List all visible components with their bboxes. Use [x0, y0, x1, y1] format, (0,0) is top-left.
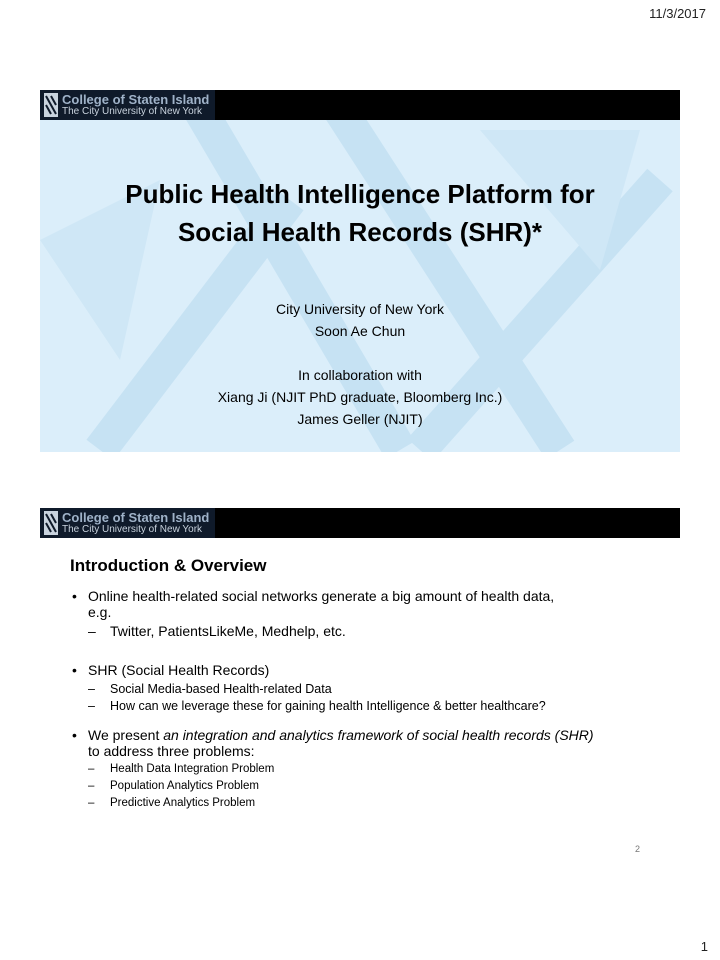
dash: – — [88, 682, 95, 696]
title-line2: Social Health Records (SHR)* — [177, 217, 543, 247]
bullet-item — [70, 727, 670, 759]
sub-bullet — [70, 698, 670, 715]
csi-logo-icon — [44, 93, 58, 117]
bullet3-text-cont: to address three problems: — [88, 743, 255, 759]
sub-bullet-text: Twitter, PatientsLikeMe, Medhelp, etc. — [110, 623, 346, 639]
bullet-item — [70, 662, 670, 678]
collaborator-1: Xiang Ji (NJIT PhD graduate, Bloomberg Inc.) — [217, 389, 503, 405]
csi-logo-icon — [44, 511, 58, 535]
affiliation: City University of New York — [275, 301, 445, 317]
bullet2-text: SHR (Social Health Records) — [88, 662, 270, 678]
logo-line1: College of Staten Island — [62, 510, 210, 525]
section-title: Introduction & Overview — [70, 556, 267, 575]
title-slide — [40, 90, 680, 452]
sub-bullet — [70, 778, 670, 795]
logo — [40, 508, 215, 538]
dash: – — [88, 623, 96, 639]
author-block — [40, 298, 680, 430]
sub-bullet — [70, 761, 670, 778]
sub-bullet-text: Predictive Analytics Problem — [110, 797, 256, 809]
dash: – — [88, 763, 95, 775]
logo — [40, 90, 215, 120]
sub-bullet — [70, 795, 670, 812]
sub-bullet-text: Social Media-based Health-related Data — [110, 682, 332, 696]
sub-bullet-text: Health Data Integration Problem — [110, 763, 275, 775]
collaboration-label: In collaboration with — [298, 367, 422, 383]
logo-line1: College of Staten Island — [62, 92, 210, 107]
logo-line2: The City University of New York — [62, 106, 203, 117]
bullet3-prefix: We present — [88, 727, 164, 743]
page-number: 1 — [700, 939, 708, 954]
slide-title — [40, 175, 680, 251]
bullet1-text-cont: e.g. — [88, 604, 112, 620]
sub-bullet — [70, 681, 670, 698]
logo-banner — [40, 508, 680, 538]
bullet-list — [70, 588, 670, 812]
slide-number: 2 — [634, 844, 640, 854]
title-line1: Public Health Intelligence Platform for — [125, 179, 595, 209]
sub-bullet — [70, 623, 670, 640]
collaborator-2: James Geller (NJIT) — [297, 411, 423, 427]
dash: – — [88, 699, 95, 713]
header-date: 11/3/2017 — [649, 6, 706, 21]
bullet-item — [70, 588, 670, 620]
sub-bullet-text: Population Analytics Problem — [110, 780, 259, 792]
logo-banner — [40, 90, 680, 120]
logo-line2: The City University of New York — [62, 524, 203, 535]
sub-bullet-text: How can we leverage these for gaining health Intelligence & better healthcare? — [110, 699, 546, 713]
bullet3-italic: an integration and analytics framework of social health records (SHR) — [163, 727, 594, 743]
bullet1-text: • Online health-related social networks generate a big amount of health data, — [88, 588, 555, 604]
dash: – — [88, 780, 95, 792]
overview-slide — [40, 508, 680, 870]
author-name: Soon Ae Chun — [314, 323, 406, 339]
dash: – — [88, 797, 95, 809]
